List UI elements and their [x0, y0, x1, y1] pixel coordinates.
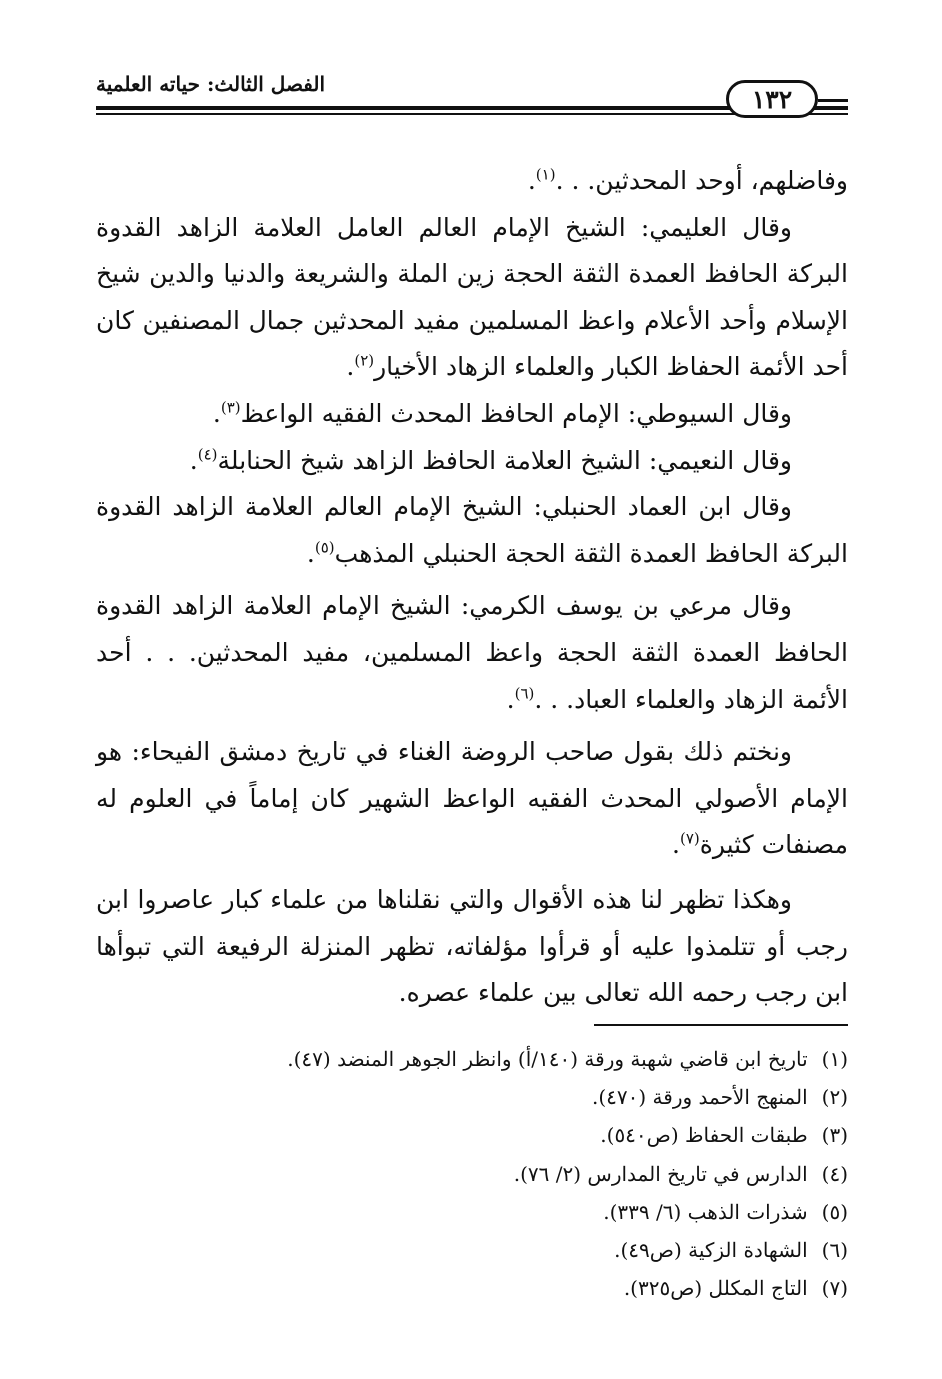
footnote-ref-1: (١): [535, 165, 556, 184]
header-tail-rule-bottom: [818, 106, 848, 110]
footnote-text: تاريخ ابن قاضي شهبة ورقة (١٤٠/أ) وانظر الجوهر المنضد (٤٧).: [287, 1047, 808, 1071]
main-text: [96, 158, 848, 1017]
footnote-1: [200, 1040, 848, 1078]
paragraph-2: وقال العليمي: الشيخ الإمام العالم العامل العلامة الزاهد القدوة البركة الحافظ العمدة الثقة الحجة زين الملة والشريعة والدنيا والدين شيخ الإسلام وأحد الأعلام واعظ المسلمين مفيد المحدثين جمال المصنفين كان أحد الأئمة الحفاظ الكبار والعلماء الزهاد الأخيار$^{(٢)}$.: [96, 212, 848, 382]
footnote-number: (٢): [821, 1085, 848, 1110]
chapter-title: الفصل الثالث: حياته العلمية: [96, 72, 326, 96]
footnote-number: (٥): [821, 1199, 848, 1224]
paragraph-7: ونختم ذلك بقول صاحب الروضة الغناء في تاريخ دمشق الفيحاء: هو الإمام الأصولي المحدث الفقيه الواعظ الشهير كان إماماً في العلوم له مصنفات كثيرة$^{(٧)}$.: [96, 737, 848, 860]
footnote-5: [200, 1193, 848, 1231]
footnote-text: الدارس في تاريخ المدارس (٢/ ٧٦).: [513, 1161, 808, 1186]
page-number: ١٣٢: [726, 80, 818, 118]
footnote-number: (٣): [821, 1123, 848, 1148]
footnote-separator: [594, 1024, 848, 1026]
footnote-ref-3: (٣): [220, 398, 241, 417]
footnote-ref-6: (٦): [514, 684, 535, 703]
paragraph-6: وقال مرعي بن يوسف الكرمي: الشيخ الإمام العلامة الزاهد القدوة الحافظ العمدة الثقة الحجة واعظ المسلمين، مفيد المحدثين. . . أحد الأئمة الزهاد والعلماء العباد. . .$^{(٦)}$.: [96, 591, 848, 714]
paragraph-4: وقال النعيمي: الشيخ العلامة الحافظ الزاهد شيخ الحنابلة$^{(٤)}$.: [189, 445, 792, 475]
footnote-text: شذرات الذهب (٦/ ٣٣٩).: [603, 1199, 808, 1224]
footnote-ref-7: (٧): [679, 829, 700, 848]
footnote-6: [200, 1231, 848, 1269]
footnote-number: (٦): [821, 1238, 848, 1263]
footnote-text: التاج المكلل (ص٣٢٥).: [623, 1276, 808, 1301]
footnote-text: الشهادة الزكية (ص٤٩).: [614, 1238, 808, 1263]
footnote-7: [200, 1269, 848, 1307]
footnote-number: (٤): [821, 1161, 848, 1186]
paragraph-3: وقال السيوطي: الإمام الحافظ المحدث الفقيه الواعظ$^{(٣)}$.: [212, 398, 792, 428]
footnote-ref-4: (٤): [197, 445, 218, 464]
footnote-3: [200, 1116, 848, 1154]
footnotes: [200, 1040, 848, 1307]
header-tail-rule-top: [818, 99, 848, 102]
paragraph-8: وهكذا تظهر لنا هذه الأقوال والتي نقلناها من علماء كبار عاصروا ابن رجب أو تتلمذوا عليه أو قرأوا مؤلفاته، تظهر المنزلة الرفيعة التي تبوأها ابن رجب رحمه الله تعالى بين علماء عصره.: [96, 884, 848, 1008]
footnote-number: (١): [821, 1047, 848, 1071]
footnote-4: [200, 1155, 848, 1193]
footnote-ref-2: (٢): [354, 352, 375, 371]
footnote-text: المنهج الأحمد ورقة (٤٧٠).: [591, 1085, 808, 1110]
footnote-number: (٧): [821, 1276, 848, 1301]
paragraph-1: وفاضلهم، أوحد المحدثين. . .$^{(١)}$.: [527, 165, 848, 195]
footnote-ref-5: (٥): [314, 538, 335, 557]
footnote-text: طبقات الحفاظ (ص٥٤٠).: [600, 1123, 808, 1148]
footnote-2: [200, 1078, 848, 1116]
page-header: [96, 62, 848, 132]
paragraph-5: وقال ابن العماد الحنبلي: الشيخ الإمام العالم العلامة الزاهد القدوة البركة الحافظ العمدة الثقة الحجة الحنبلي المذهب$^{(٥)}$.: [96, 492, 848, 568]
